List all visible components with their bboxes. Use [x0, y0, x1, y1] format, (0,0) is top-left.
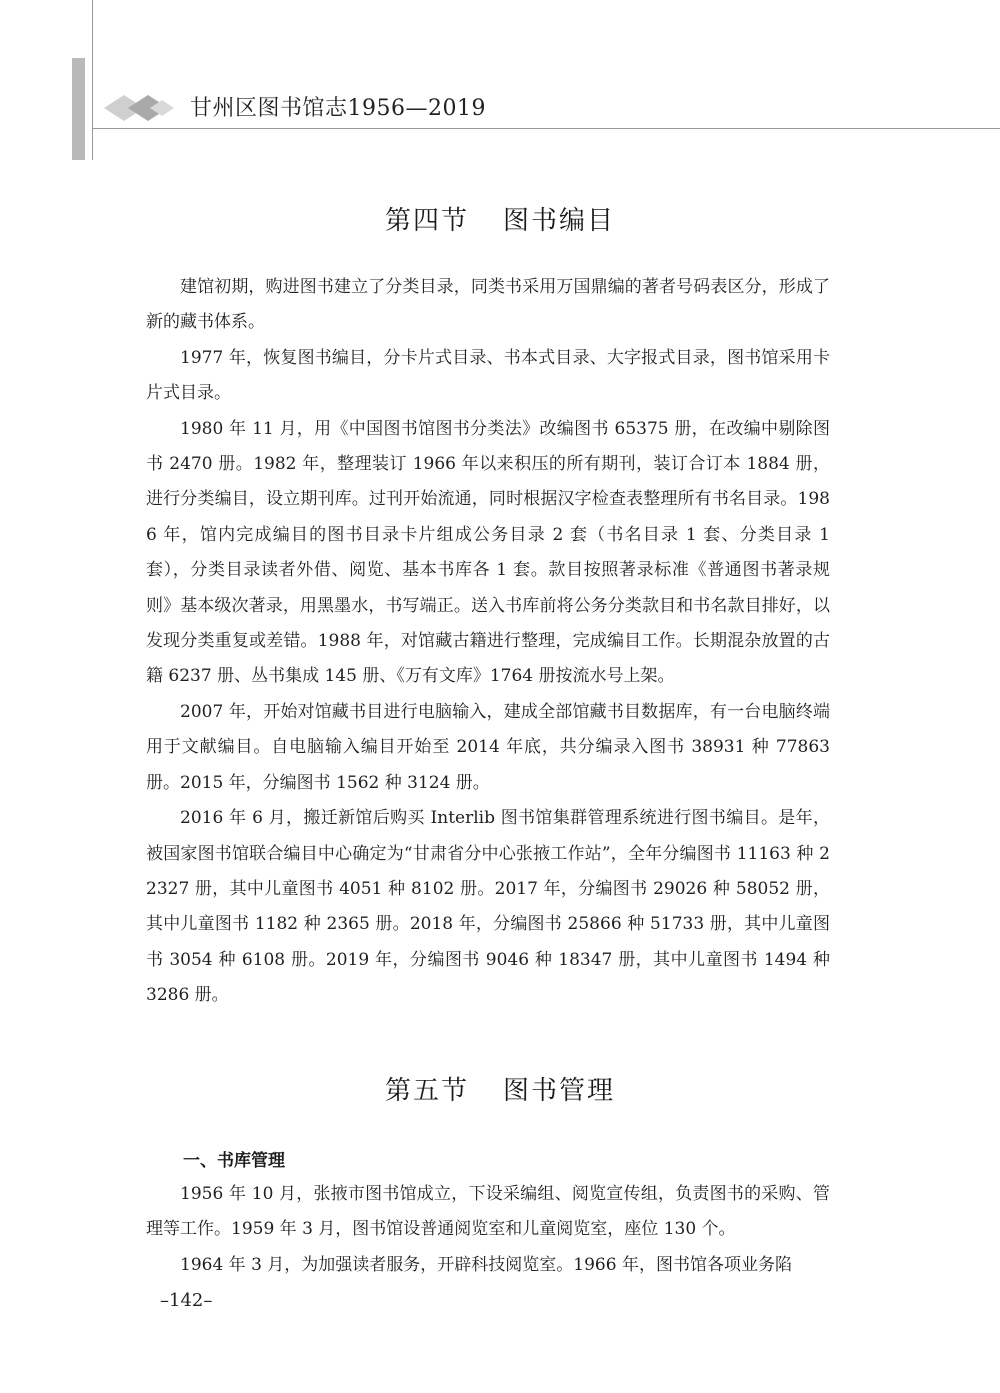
section-4-number: 第四节 — [384, 206, 469, 236]
section-4-name: 图书编目 — [503, 206, 616, 236]
section-5-name: 图书管理 — [503, 1076, 616, 1106]
section-5-number: 第五节 — [384, 1076, 469, 1106]
paragraph: 2016 年 6 月，搬迁新馆后购买 Interlib 图书馆集群管理系统进行图书编目。是年，被国家图书馆联合编目中心确定为“甘肃省分中心张掖工作站”，全年分编图书 11163 种 22327 册，其中儿童图书 4051 种 8102 册。2017 年，分编图书 29026 种 58052 册，其中儿童图书 1182 种 2365 册。2018 年，分编图书 25866 种 51733 册，其中儿童图书 3054 种 6108 册。2019 年，分编图书 9046 种 18347 册，其中儿童图书 1494 种 3286 册。 — [146, 808, 830, 1006]
header-horizontal-rule — [92, 128, 1000, 129]
header-vertical-rule — [92, 0, 93, 160]
paragraph: 1964 年 3 月，为加强读者服务，开辟科技阅览室。1966 年，图书馆各项业务陷 — [180, 1254, 792, 1275]
section-5-body — [146, 1177, 830, 1283]
paragraph: 2007 年，开始对馆藏书目进行电脑输入，建成全部馆藏书目数据库，有一台电脑终端用于文献编目。自电脑输入编目开始至 2014 年底，共分编录入图书 38931 种 77863 册。2015 年，分编图书 1562 种 3124 册。 — [146, 701, 830, 793]
header-gray-bar — [72, 58, 85, 160]
running-header-title: 甘州区图书馆志1956—2019 — [190, 96, 486, 121]
section-5-title — [0, 1070, 1000, 1107]
paragraph: 1980 年 11 月，用《中国图书馆图书分类法》改编图书 65375 册，在改编中剔除图书 2470 册。1982 年，整理装订 1966 年以来积压的所有期刊，装订合订本 1884 册，进行分类编目，设立期刊库。过刊开始流通，同时根据汉字检查表整理所有书名目录。1986 年，馆内完成编目的图书目录卡片组成公务目录 2 套（书名目录 1 套、分类目录 1 套），分类目录读者外借、阅览、基本书库各 1 套。款目按照著录标准《普通图书著录规则》基本级次著录，用黑墨水，书写端正。送入书库前将公务分类款目和书名款目排好，以发现分类重复或差错。1988 年，对馆藏古籍进行整理，完成编目工作。长期混杂放置的古籍 6237 册、丛书集成 145 册、《万有文库》1764 册按流水号上架。 — [146, 418, 830, 687]
page-number: –142– — [160, 1290, 213, 1311]
paragraph: 建馆初期，购进图书建立了分类目录，同类书采用万国鼎编的著者号码表区分，形成了新的藏书体系。 — [146, 277, 830, 333]
section-4-title — [0, 200, 1000, 237]
subsection-heading: 一、书库管理 — [183, 1151, 285, 1171]
paragraph: 1956 年 10 月，张掖市图书馆成立，下设采编组、阅览宣传组，负责图书的采购、管理等工作。1959 年 3 月，图书馆设普通阅览室和儿童阅览室，座位 130 个。 — [146, 1184, 830, 1240]
header-diamond-ornament-icon — [102, 92, 182, 124]
section-4-body — [146, 270, 830, 1014]
paragraph: 1977 年，恢复图书编目，分卡片式目录、书本式目录、大字报式目录，图书馆采用卡片式目录。 — [146, 347, 830, 404]
